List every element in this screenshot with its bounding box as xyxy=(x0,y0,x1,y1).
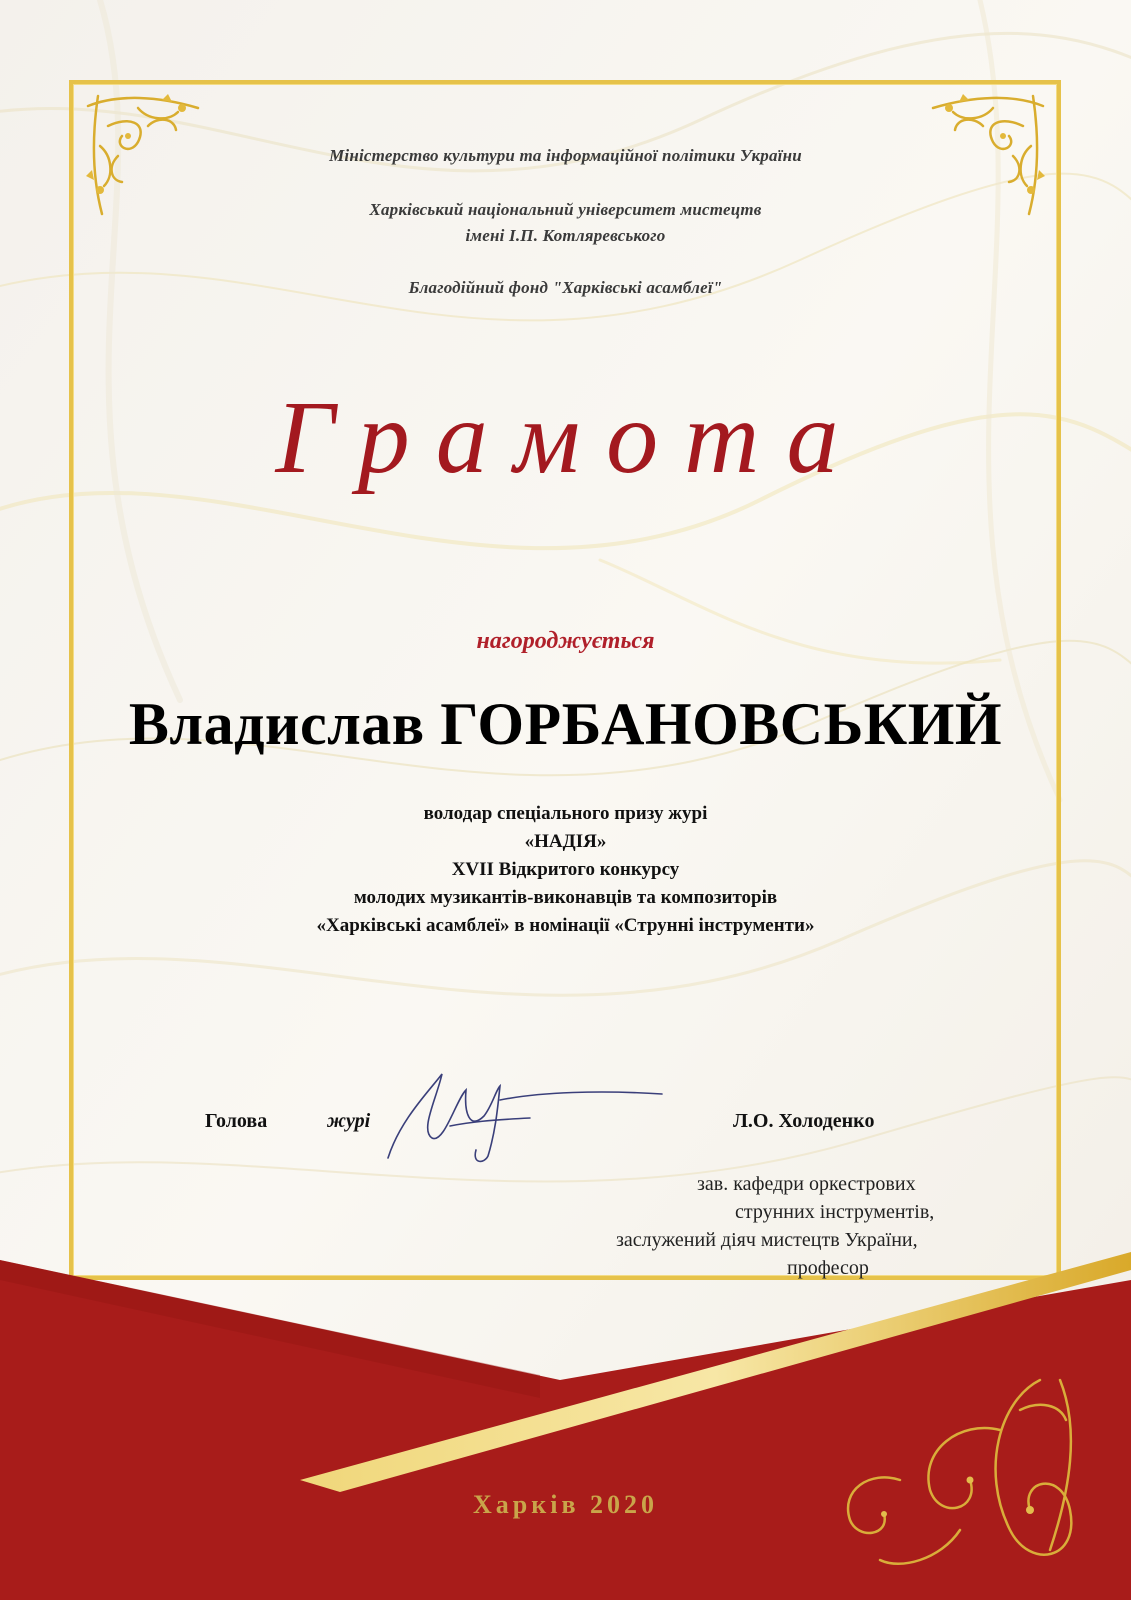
certificate-title-text: Грамота xyxy=(275,380,865,495)
awarded-label: нагороджується xyxy=(476,628,655,654)
description-line: «НАДІЯ» xyxy=(524,831,607,852)
description-line: «Харківські асамблеї» в номінації «Струнні інструменти» xyxy=(316,915,815,936)
signature-label-jury: журі xyxy=(327,1110,371,1132)
university-name: Харківський національний університет мистецтв xyxy=(369,200,762,219)
foundation-name: Благодійний фонд "Харківські асамблеї" xyxy=(408,278,723,297)
signatory-name: Л.О. Холоденко xyxy=(733,1110,875,1132)
signatory-position-line: заслужений діяч мистецтв України, xyxy=(616,1229,918,1251)
recipient-name: Владислав ГОРБАНОВСЬКИЙ xyxy=(128,691,1003,757)
handwritten-signature xyxy=(380,1060,670,1170)
signatory-position-line: зав. кафедри оркестрових xyxy=(697,1173,916,1195)
description-line: XVII Відкритого конкурсу xyxy=(451,859,680,880)
ministry-name: Міністерство культури та інформаційної політики України xyxy=(329,146,802,165)
description-line: володар спеціального призу журі xyxy=(423,803,708,824)
signatory-position-line: професор xyxy=(787,1257,869,1279)
footer-band xyxy=(0,1230,1131,1600)
certificate-title xyxy=(240,360,900,530)
award-description xyxy=(0,800,1131,940)
signature-label-head: Голова xyxy=(205,1110,268,1132)
signatory-position-line: струнних інструментів, xyxy=(735,1201,935,1223)
place-and-year: Харків 2020 xyxy=(473,1490,658,1519)
description-line: молодих музикантів-виконавців та композиторів xyxy=(353,887,778,908)
university-name-line2: імені І.П. Котляревського xyxy=(465,226,666,245)
